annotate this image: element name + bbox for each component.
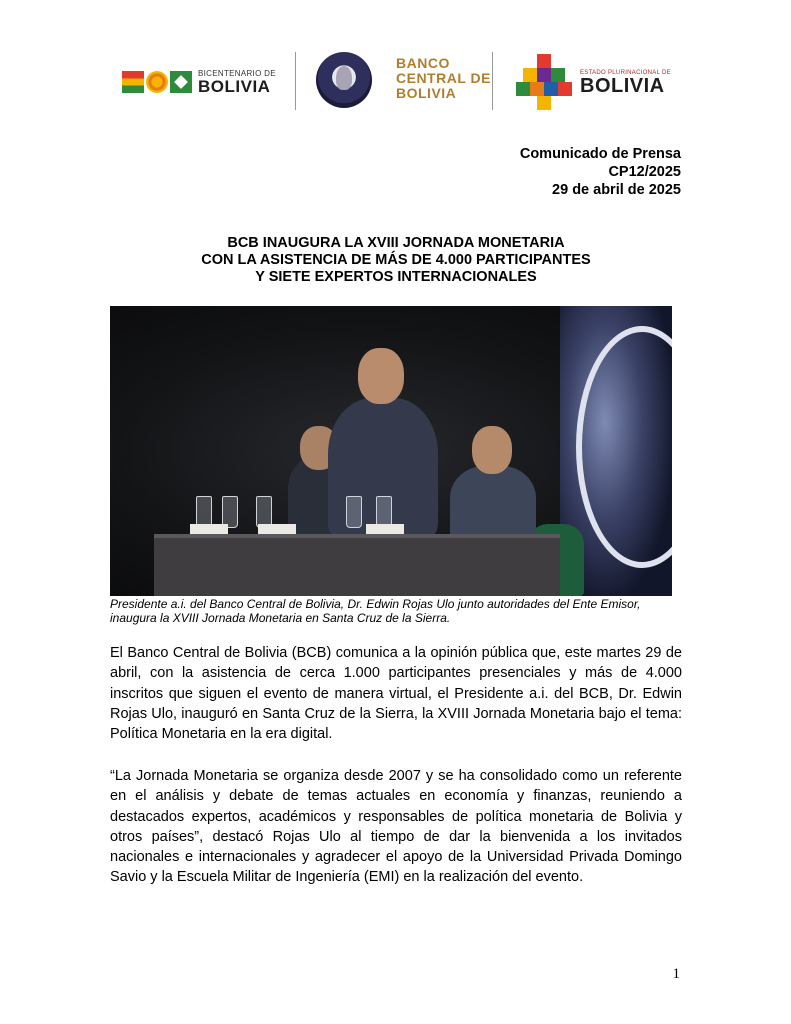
nameplate: [366, 524, 404, 534]
nameplate: [190, 524, 228, 534]
photo-caption: Presidente a.i. del Banco Central de Bolivia, Dr. Edwin Rojas Ulo junto autoridades del Ente Emisor, inaugura la XVIII Jornada Monetaria en Santa Cruz de la Sierra.: [110, 597, 641, 625]
bcb-logo-text: [396, 56, 491, 101]
nameplate: [258, 524, 296, 534]
headline-line-2: CON LA ASISTENCIA DE MÁS DE 4.000 PARTICIPANTES: [201, 252, 591, 268]
body-paragraph-1: El Banco Central de Bolivia (BCB) comunica a la opinión pública que, este martes 29 de abril, con la asistencia de cerca 1.000 participantes presenciales y más de 4.000 inscritos que siguen el evento de manera virtual, el Presidente a.i. del BCB, Dr. Edwin Rojas Ulo, inauguró en Santa Cruz de la Sierra, la XVIII Jornada Monetaria bajo el tema: Política Monetaria en la era digital.: [110, 645, 682, 743]
bicentenario-logo: [122, 70, 276, 94]
estado-big-text: BOLIVIA: [580, 75, 665, 97]
bcb-line-2: CENTRAL DE: [396, 70, 491, 86]
head-table: [154, 538, 560, 596]
page-number: 1: [672, 966, 680, 982]
release-code: CP12/2025: [608, 164, 681, 180]
estado-wiphala-icon: [516, 54, 572, 110]
bcb-line-1: BANCO: [396, 55, 450, 71]
event-photo: [110, 306, 672, 596]
headline-line-1: BCB INAUGURA LA XVIII JORNADA MONETARIA: [227, 235, 565, 251]
estado-logo-text: [580, 70, 671, 96]
body-paragraph-2: “La Jornada Monetaria se organiza desde 2007 y se ha consolidado como un referente en el análisis y debate de temas actuales en economía y finanzas, reuniendo a destacados expertos, académicos y responsables de política monetaria de Bolivia y otros países”, destacó Rojas Ulo al tiempo de dar la bienvenida a los invitados nacionales e internacionales y agradecer el apoyo de la Universidad Privada Domingo Savio y la Escuela Militar de Ingeniería (EMI) en la realización del evento.: [110, 768, 682, 886]
bcb-line-3: BOLIVIA: [396, 85, 457, 101]
release-label: Comunicado de Prensa: [519, 146, 681, 162]
bicentenario-small-text: BICENTENARIO DE: [198, 68, 276, 78]
bicentenario-big-text: BOLIVIA: [198, 76, 271, 96]
header-logos: [118, 50, 678, 112]
press-release-meta: [520, 145, 681, 199]
bicentenario-emblem-icon: [122, 71, 192, 93]
release-date: 29 de abril de 2025: [552, 182, 681, 198]
estado-small-text: ESTADO PLURINACIONAL DE: [580, 70, 671, 76]
headline-line-3: Y SIETE EXPERTOS INTERNACIONALES: [255, 269, 537, 285]
headline: [110, 235, 682, 286]
logo-divider: [295, 52, 296, 110]
logo-divider: [492, 52, 493, 110]
bcb-seal-icon: [316, 52, 372, 108]
